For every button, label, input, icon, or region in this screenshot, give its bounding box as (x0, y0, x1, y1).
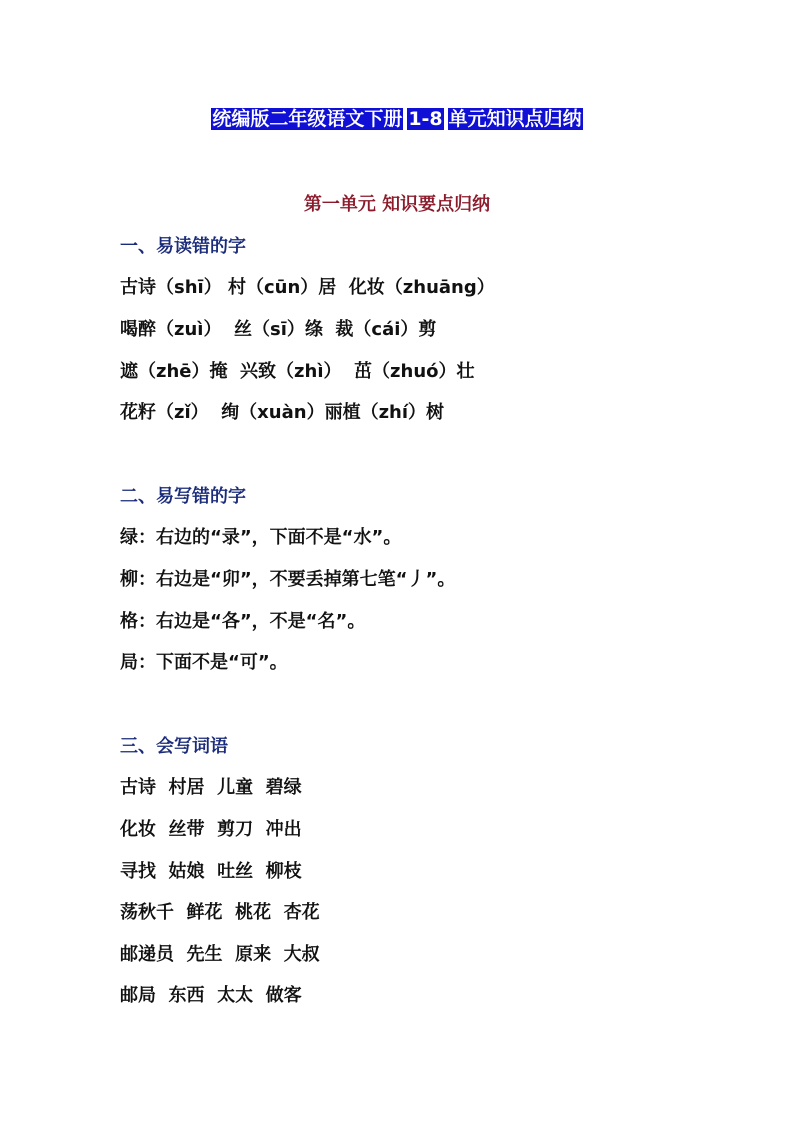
section-3-line-1: 古诗 村居 儿童 碧绿 (120, 777, 302, 798)
section-heading-2: 二、易写错的字 (120, 486, 246, 507)
section-heading-1: 一、易读错的字 (120, 236, 246, 257)
section-3-line-2: 化妆 丝带 剪刀 冲出 (120, 819, 302, 840)
title-part-2: 1-8 (408, 108, 443, 130)
section-1-line-3: 遮（zhē）掩 兴致（zhì） 茁（zhuó）壮 (120, 361, 475, 382)
section-1-line-1: 古诗（shī） 村（cūn）居 化妆（zhuāng） (120, 277, 495, 298)
section-3-line-4: 荡秋千 鲜花 桃花 杏花 (120, 902, 320, 923)
section-heading-3: 三、会写词语 (120, 736, 228, 757)
section-2-line-3: 格：右边是“各”，不是“名”。 (120, 611, 366, 632)
section-1-line-2: 喝醉（zuì） 丝（sī）绦 裁（cái）剪 (120, 319, 437, 340)
unit-title: 第一单元 知识要点归纳 (303, 194, 491, 215)
document-title (0, 104, 794, 134)
section-2-line-1: 绿：右边的“录”，下面不是“水”。 (120, 527, 402, 548)
section-3-line-5: 邮递员 先生 原来 大叔 (120, 944, 320, 965)
section-2-line-2: 柳：右边是“卯”，不要丢掉第七笔“丿”。 (120, 569, 456, 590)
section-3-line-6: 邮局 东西 太太 做客 (120, 985, 302, 1006)
title-part-3: 单元知识点归纳 (448, 108, 582, 130)
title-part-1: 统编版二年级语文下册 (212, 108, 403, 130)
section-1-line-4: 花籽（zǐ） 绚（xuàn）丽植（zhí）树 (120, 402, 445, 423)
section-3-line-3: 寻找 姑娘 吐丝 柳枝 (120, 861, 302, 882)
section-2-line-4: 局：下面不是“可”。 (120, 652, 288, 673)
